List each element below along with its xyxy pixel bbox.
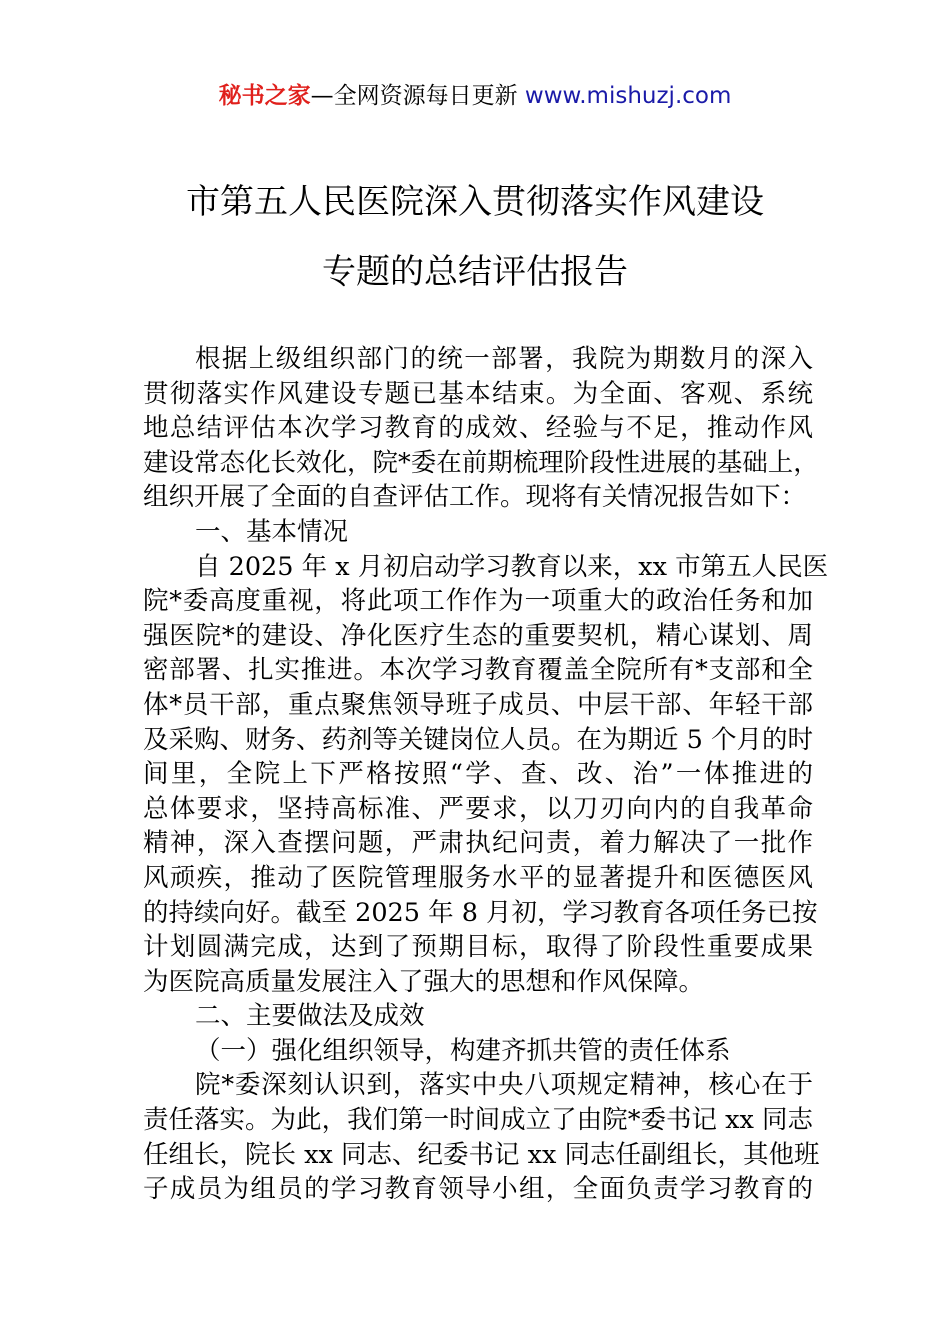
paragraph-basic-line: 自 2025 年 x 月初启动学习教育以来，xx 市第五人民医 xyxy=(195,551,829,582)
section-heading-2: 二、主要做法及成效 xyxy=(195,1001,425,1032)
paragraph-intro-line: 根据上级组织部门的统一部署，我院为期数月的深入 xyxy=(195,344,813,374)
paragraph-intro-line: 贯彻落实作风建设专题已基本结束。为全面、客观、系统 xyxy=(143,378,813,409)
paragraph-basic-line: 及采购、财务、药剂等关键岗位人员。在为期近 5 个月的时 xyxy=(143,724,813,755)
paragraph-leadership-line: 子成员为组员的学习教育领导小组，全面负责学习教育的 xyxy=(143,1174,813,1205)
subsection-heading-1: （一）强化组织领导，构建齐抓共管的责任体系 xyxy=(195,1035,731,1066)
paragraph-leadership-line: 任组长，院长 xx 同志、纪委书记 xx 同志任副组长，其他班 xyxy=(143,1139,820,1170)
site-brand: 秘书之家 xyxy=(218,83,311,109)
paragraph-basic-line: 间里，全院上下严格按照“学、查、改、治”一体推进的 xyxy=(143,759,813,790)
document-title-line-2: 专题的总结评估报告 xyxy=(322,252,628,292)
paragraph-basic-line: 精神，深入查摆问题，严肃执纪问责，着力解决了一批作 xyxy=(143,828,813,859)
paragraph-basic-line: 体*员干部，重点聚焦领导班子成员、中层干部、年轻干部 xyxy=(143,689,813,720)
document-title-line-1: 市第五人民医院深入贯彻落实作风建设 xyxy=(186,182,764,222)
paragraph-basic-line: 计划圆满完成，达到了预期目标，取得了阶段性重要成果 xyxy=(143,932,813,963)
site-tagline: —全网资源每日更新 xyxy=(310,83,518,109)
paragraph-basic-line: 强医院*的建设、净化医疗生态的重要契机，精心谋划、周 xyxy=(143,620,813,651)
section-heading-1: 一、基本情况 xyxy=(195,516,349,547)
paragraph-basic-line: 的持续向好。截至 2025 年 8 月初，学习教育各项任务已按 xyxy=(143,897,818,928)
paragraph-basic-line: 密部署、扎实推进。本次学习教育覆盖全院所有*支部和全 xyxy=(143,655,813,686)
site-url-link[interactable]: www.mishuzj.com xyxy=(524,83,732,109)
paragraph-leadership-line: 责任落实。为此，我们第一时间成立了由院*委书记 xx 同志 xyxy=(143,1105,813,1136)
paragraph-basic-line: 为医院高质量发展注入了强大的思想和作风保障。 xyxy=(143,966,705,997)
paragraph-intro-line: 组织开展了全面的自查评估工作。现将有关情况报告如下： xyxy=(143,482,807,513)
paragraph-basic-line: 院*委高度重视，将此项工作作为一项重大的政治任务和加 xyxy=(143,586,813,617)
paragraph-basic-line: 总体要求，坚持高标准、严要求，以刀刃向内的自我革命 xyxy=(143,793,813,824)
site-header xyxy=(0,80,950,112)
paragraph-intro-line: 地总结评估本次学习教育的成效、经验与不足，推动作风 xyxy=(143,413,813,444)
paragraph-basic-line: 风顽疾，推动了医院管理服务水平的显著提升和医德医风 xyxy=(143,862,813,893)
paragraph-intro-line: 建设常态化长效化，院*委在前期梳理阶段性进展的基础上， xyxy=(143,447,819,478)
paragraph-leadership-line: 院*委深刻认识到，落实中央八项规定精神，核心在于 xyxy=(195,1070,813,1101)
document-body xyxy=(143,342,829,1207)
